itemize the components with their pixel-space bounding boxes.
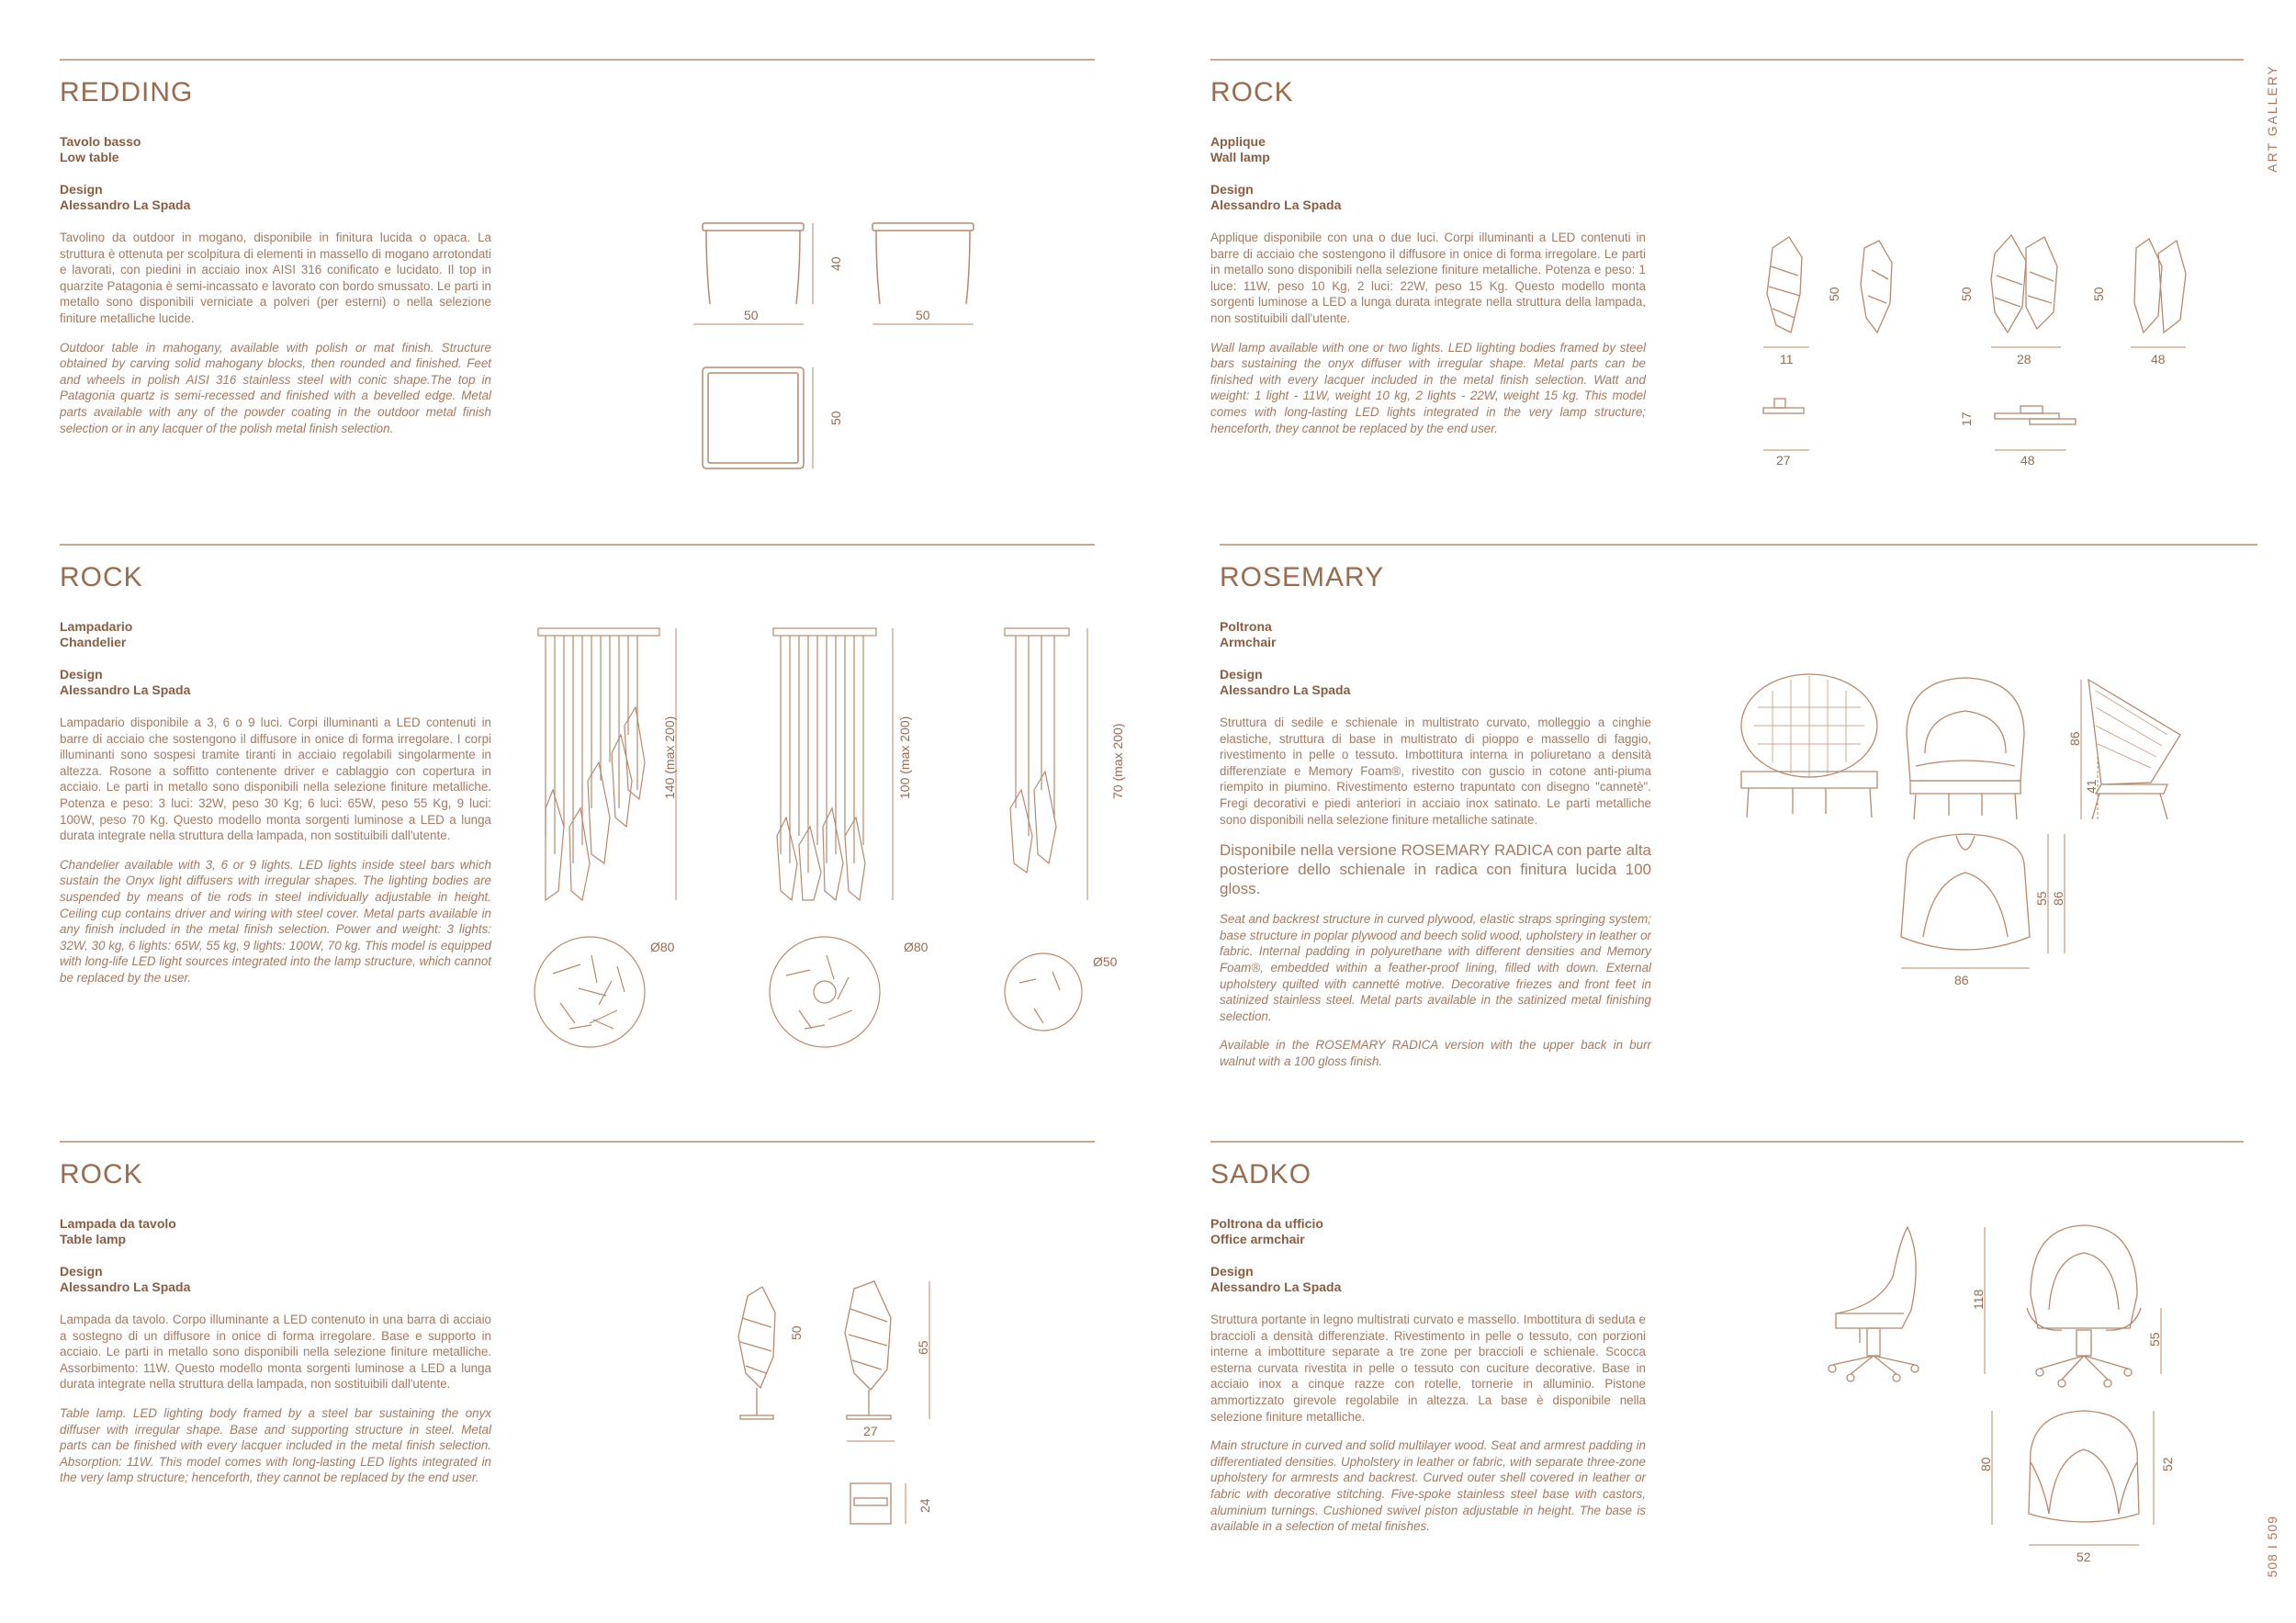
description-en: Wall lamp available with one or two lights. LED lighting bodies framed by steel bars sustaining the onyx diffuser with irregular shape. Metal parts can be finished with every lacquer included in the metal finish selection. Watt and weight: 1 light - 11W, weight 10 kg, 2 lights - 22W, weight 15 kg. This model comes with long-lasting LED lights integrated in the very lamp structure; henceforth, they cannot be replaced by the end user. <box>1210 340 1646 435</box>
rock-wall-double-front <box>1991 235 2061 366</box>
description-en: Chandelier available with 3, 6 or 9 lights. LED lights inside steel bars which sustain the Onyx light diffusers with irregular shapes. The lighting bodies are suspended by means of tie rods in steel individually adjustable in height. Ceiling cup contains driver and wiring with steel cover. Metal parts available in any finish included in the metal finish selection. Power and weight: 3 lights: 32W, 30 kg, 6 lights: 65W, 55 kg, 9 lights: 100W, 70 kg. This model is equipped with long-life LED light sources integrated into the lamp structure, which cannot be replaced by the user. <box>60 857 491 985</box>
dim-w1: 11 <box>1780 352 1794 366</box>
page-numbers: 508 I 509 <box>2265 1515 2279 1577</box>
dim-w2: 28 <box>2017 352 2032 366</box>
dim-seat-height: 55 <box>2147 1332 2162 1347</box>
description-it: Applique disponibile con una o due luci. Corpi illuminanti a LED contenuti in barre di acciaio che sostengono il diffusore in onice di forma irregolare. Le parti in metallo sono disponibili nella selezione finiture metalliche. Potenza e peso: 1 luce: 11W, peso 10 Kg, 2 luci: 22W, peso 15 Kg. Questo modello monta sorgenti luminose a LED a lunga durata integrate nella struttura della lampada, non sostituibili dall'utente. <box>1210 231 1646 325</box>
description-en-radica: Available in the ROSEMARY RADICA version with the upper back in burr walnut with a 100 gloss finish. <box>1220 1038 1651 1068</box>
dim-height: 65 <box>916 1340 930 1355</box>
dim-height: 118 <box>1971 1289 1986 1310</box>
dim-h2: 50 <box>1959 287 1974 301</box>
designer-name: Alessandro La Spada <box>1220 682 1351 697</box>
type-en: Wall lamp <box>1210 150 1270 164</box>
rule-top-right <box>1210 59 2244 61</box>
dim-h1: 50 <box>1827 287 1841 301</box>
product-sadko <box>1210 1159 1646 1548</box>
dim-width: 86 <box>1954 973 1969 987</box>
product-title: ROCK <box>60 1159 143 1189</box>
designer-name: Alessandro La Spada <box>60 682 191 697</box>
product-title: ROCK <box>1210 77 1294 107</box>
design-label: Design <box>1220 667 1263 682</box>
rock-wall-single-front <box>1763 237 1809 366</box>
product-rosemary <box>1220 562 1651 1083</box>
dim-depth: 80 <box>1978 1457 1993 1471</box>
product-title: ROSEMARY <box>1220 562 1385 592</box>
type-en: Table lamp <box>60 1232 127 1246</box>
product-rock-wall-lamp <box>1210 77 1646 449</box>
description-en: Outdoor table in mahogany, available with polish or mat finish. Structure obtained by carving solid mahogany blocks, then rounded and finished. Feet and wheels in polish AISI 316 stainless steel with conic shape.The top in Patagonia quartz is semi-recessed and finished with a bevelled edge. Metal parts available with any of the powder coating in the outdoor metal finish selection or in any lacquer of the polish metal finish selection. <box>60 340 491 435</box>
product-rock-table-lamp <box>60 1159 491 1499</box>
sadko-side-view <box>1829 1227 1986 1381</box>
dim-depth: 86 <box>2051 891 2065 906</box>
product-title: ROCK <box>60 562 143 592</box>
dim-h9: 140 (max 200) <box>662 716 677 799</box>
rosemary-top-view <box>1901 834 2065 987</box>
designer-name: Alessandro La Spada <box>1210 197 1342 212</box>
dim-d2: 48 <box>2020 453 2035 468</box>
dim-arm-height: 55 <box>2034 891 2049 906</box>
side-label-art-gallery: ART GALLERY <box>2265 64 2279 173</box>
type-it: Poltrona da ufficio <box>1210 1216 1323 1231</box>
designer-name: Alessandro La Spada <box>1210 1279 1342 1294</box>
dim-width: 52 <box>2077 1550 2091 1564</box>
description-en: Seat and backrest structure in curved plywood, elastic straps springing system; base structure in poplar plywood and beech solid wood, upholstery in leather or fabric. Internal padding in polyurethane with different densities and Memory Foam®, embedded within a feather-proof lining, filled with down. External upholstery quilted with cannetté motive. Decorative friezes and front feet in satinized stainless steel. Metal parts available in the satinized metal finishing selection. <box>1220 912 1651 1023</box>
design-label: Design <box>60 667 103 682</box>
designer-name: Alessandro La Spada <box>60 1279 191 1294</box>
rock-wall-double-side <box>2131 239 2186 366</box>
chandelier-6-lights <box>770 628 929 1047</box>
dim-side-width: 50 <box>916 308 930 322</box>
dim-h3: 70 (max 200) <box>1110 723 1125 799</box>
dim-d6: Ø80 <box>904 940 929 954</box>
rock-wall-single-side <box>1861 241 1892 332</box>
design-label: Design <box>1210 1264 1254 1279</box>
type-it: Lampadario <box>60 619 133 634</box>
description-it: Lampadario disponibile a 3, 6 o 9 luci. Corpi illuminanti a LED contenuti in barre di acciaio che sostengono il diffusore in onice di forma irregolare. I corpi illuminanti sono sospesi tramite tiranti in acciaio regolabili singolarmente in altezza. Rosone a soffitto contenente driver e cablaggio con copertura in acciaio. Le parti in metallo sono disponibili nella selezione finiture metalliche. Potenza e peso: 3 luci: 32W, peso 30 Kg; 6 luci: 65W, peso 55 Kg, 9 luci: 100W, peso 70 Kg. Questo modello monta sorgenti luminose a LED a lunga durata integrate nella struttura della lampada, non sostituibili dall'utente. <box>60 716 491 843</box>
redding-drawings <box>693 216 1006 487</box>
dim-d3: Ø50 <box>1093 954 1118 969</box>
dim-d2-height: 17 <box>1959 411 1974 426</box>
design-label: Design <box>60 1264 103 1279</box>
rock-wall-single-top <box>1763 399 1809 468</box>
table-lamp-side-view <box>738 1287 804 1419</box>
rule-mid-right <box>1220 544 2257 546</box>
table-lamp-front-view <box>845 1281 930 1441</box>
description-it: Lampada da tavolo. Corpo illuminante a LED contenuto in una barra di acciaio a sostegno di un diffusore in onice di forma irregolare. Base e supporto in acciaio. Le parti in metallo sono disponibili nella selezione finiture metalliche. Assorbimento: 11W. Questo modello monta sorgenti luminose a LED a lunga durata integrate nella struttura della lampada, non sostituibili dall'utente. <box>60 1313 491 1392</box>
dim-h3: 50 <box>2091 287 2106 301</box>
rosemary-front-view <box>1907 678 2024 819</box>
rule-mid-left <box>60 544 1095 546</box>
dim-shade-height: 50 <box>789 1325 804 1340</box>
rosemary-drawings <box>1736 671 2232 1006</box>
sadko-drawings <box>1823 1222 2190 1575</box>
dim-w3: 48 <box>2151 352 2166 366</box>
type-en: Office armchair <box>1210 1232 1305 1246</box>
dim-width: 27 <box>863 1424 878 1438</box>
rock-wall-drawings <box>1754 230 2166 473</box>
chandelier-9-lights <box>535 628 677 1047</box>
dim-arm-depth: 52 <box>2160 1457 2175 1471</box>
product-title: SADKO <box>1210 1159 1312 1189</box>
product-rock-chandelier <box>60 562 491 999</box>
type-en: Chandelier <box>60 635 127 649</box>
sadko-front-view <box>2027 1225 2162 1387</box>
rock-table-lamp-drawings <box>726 1281 964 1543</box>
type-it: Lampada da tavolo <box>60 1216 176 1231</box>
description-radica: Disponibile nella versione ROSEMARY RADICA con parte alta posteriore dello schienale in radica con finitura lucida 100 gloss. <box>1220 841 1651 898</box>
type-it: Poltrona <box>1220 619 1272 634</box>
type-en: Low table <box>60 150 119 164</box>
description-en: Table lamp. LED lighting body framed by a steel bar sustaining the onyx diffuser with irregular shape. Base and supporting structure in steel. Metal parts can be finished with every lacquer included in the metal finish selection. Absorption: 11W. This model comes with long-lasting LED lights integrated in the very lamp structure; henceforth, they cannot be replaced by the end user. <box>60 1405 491 1485</box>
dim-height: 86 <box>2067 731 2082 746</box>
dim-h6: 100 (max 200) <box>897 716 912 799</box>
redding-front-view <box>693 223 804 324</box>
type-it: Applique <box>1210 134 1266 149</box>
rule-bottom-right <box>1210 1141 2244 1143</box>
design-label: Design <box>60 182 103 197</box>
rock-chandelier-drawings <box>533 625 1139 1070</box>
type-en: Armchair <box>1220 635 1277 649</box>
chandelier-3-lights <box>1005 628 1125 1031</box>
designer-name: Alessandro La Spada <box>60 197 191 212</box>
dim-base-height: 24 <box>917 1498 932 1513</box>
dim-d1: 27 <box>1776 453 1791 468</box>
table-lamp-top-view <box>850 1483 932 1524</box>
design-label: Design <box>1210 182 1254 197</box>
dim-d9: Ø80 <box>650 940 675 954</box>
redding-top-view <box>703 367 843 468</box>
rosemary-back-view <box>1741 674 1877 817</box>
dim-top-depth: 50 <box>828 411 843 425</box>
rock-wall-double-top <box>1995 406 2076 468</box>
product-title: REDDING <box>60 77 194 107</box>
type-it: Tavolo basso <box>60 134 141 149</box>
redding-side-view <box>872 223 974 324</box>
dim-height: 40 <box>828 256 843 271</box>
sadko-top-view <box>1978 1411 2175 1564</box>
dim-seat-height: 41 <box>2084 779 2099 794</box>
dim-front-width: 50 <box>744 308 759 322</box>
rule-bottom-left <box>60 1141 1095 1143</box>
description-it: Struttura portante in legno multistrati curvato e massello. Imbottitura di seduta e braccioli a densità differenziate. Rivestimento in pelle o tessuto, con porzioni interne a imbottiture separate a tre zone per braccioli e schienale. Scocca esterna curvata rivestita in pelle o tessuto con cuciture decorative. Base in acciaio inox a cinque razze con rotelle, tornerie in alluminio. Pistone ammortizzato girevole regolabile in altezza. La base è disponibile nella selezione finiture metalliche. <box>1210 1313 1646 1424</box>
description-it: Tavolino da outdoor in mogano, disponibile in finitura lucida o opaca. La struttura è ottenuta per scolpitura di elementi in massello di mogano arrotondati e lavorati, con piedini in acciaio inox AISI 316 conificato e lucidato. Il top in quarzite Patagonia è semi-incassato e lavorato con bordo smussato. Le parti in metallo sono disponibili verniciate a polveri (per esterni) o nella selezione finiture metalliche lucide. <box>60 231 491 325</box>
rosemary-side-view <box>2067 680 2180 819</box>
description-it: Struttura di sedile e schienale in multistrato curvato, molleggio a cinghie elastiche, struttura di base in multistrato di pioppo e massello di faggio, rivestimento in pelle o tessuto. Imbottitura interna in poliuretano a densità differenziate e Memory Foam®, rivestito con guscio in cotone anti-piuma riempito in piumino. Rivestimento esterno trapuntato con disegno "cannetè". Fregi decorativi e piedi anteriori in acciaio inox satinato. Le parti metalliche sono disponibili nella selezione finiture metalliche satinate. <box>1220 716 1651 827</box>
description-en: Main structure in curved and solid multilayer wood. Seat and armrest padding in differentiated densities. Upholstery in leather or fabric, with separate three-zone upholstery for armrests and backrest. Curved outer shell covered in leather or fabric with decorative stitching. Five-spoke stainless steel base with castors, aluminium turnings. Cushioned swivel piston adjustable in height. The base is available in a selection of metal finishes. <box>1210 1438 1646 1534</box>
product-redding <box>60 77 491 449</box>
rule-top-left <box>60 59 1095 61</box>
